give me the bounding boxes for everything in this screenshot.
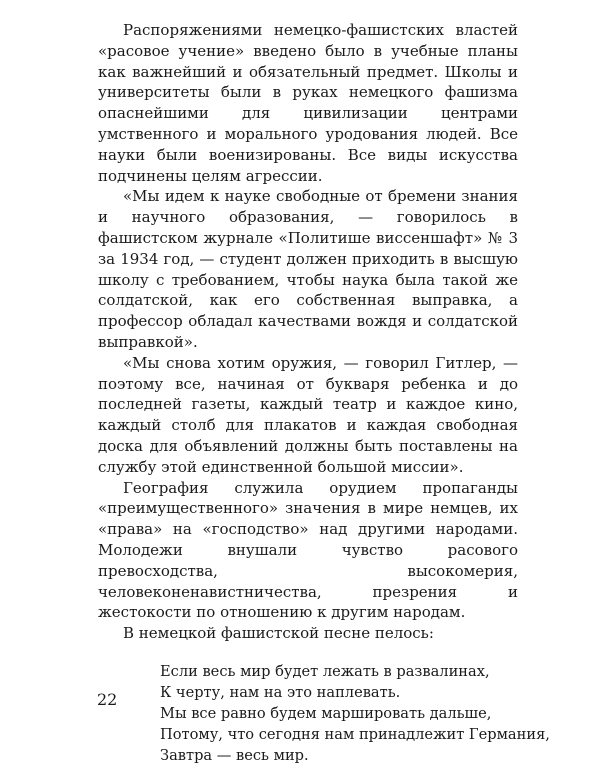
body-text [98,20,550,766]
verse-line: Мы все равно будем маршировать дальше, [160,704,492,722]
verse-line: К черту, нам на это наплевать. [160,683,401,701]
paragraph-racial-teaching: Распоряжениями немецко-фашистских властей «расовое учение» введено было в учебные планы как важнейший и обязательный предмет. Школы и университеты были в руках немецкого фашизма опаснейшими для цивилизации центрами умственного и морального уродования людей. Все науки были военизированы. Все виды искусства подчинены целям агрессии. [98,21,518,185]
verse-line: Потому, что сегодня нам принадлежит Германия, [160,725,550,743]
page-number: 22 [97,690,118,709]
verse-line: Если весь мир будет лежать в развалинах, [160,662,490,680]
song-verse [98,661,550,766]
paragraph-hitler-quote: «Мы снова хотим оружия, — говорил Гитлер, — поэтому все, начиная от букваря ребенка и до последней газеты, каждый театр и каждое кино, каждый столб для плакатов и каждая свободная доска для объявлений должны быть поставлены на службу этой единственной большой миссии». [98,353,518,476]
paragraph-song-intro: В немецкой фашистской песне пелось: [123,624,434,643]
paragraph-science-quote: «Мы идем к науке свободные от бремени знания и научного образования, — говорилось в фашистском журнале «Политише виссеншафт» № 3 за 1934 год, — студент должен приходить в высшую школу с требованием, чтобы наука была такой же солдатской, как его собственная выправка, а профессор обладал качествами вождя и солдатской выправкой». [98,187,518,351]
verse-line: Завтра — весь мир. [160,746,309,764]
paragraph-geography: География служила орудием пропаганды «преимущественного» значения в мире немцев, их «права» на «господство» над другими народами. Молодежи внушали чувство расового превосходства, высокомерия, человеконенавистничества, презрения и жестокости по отношению к другим народам. [98,478,518,622]
